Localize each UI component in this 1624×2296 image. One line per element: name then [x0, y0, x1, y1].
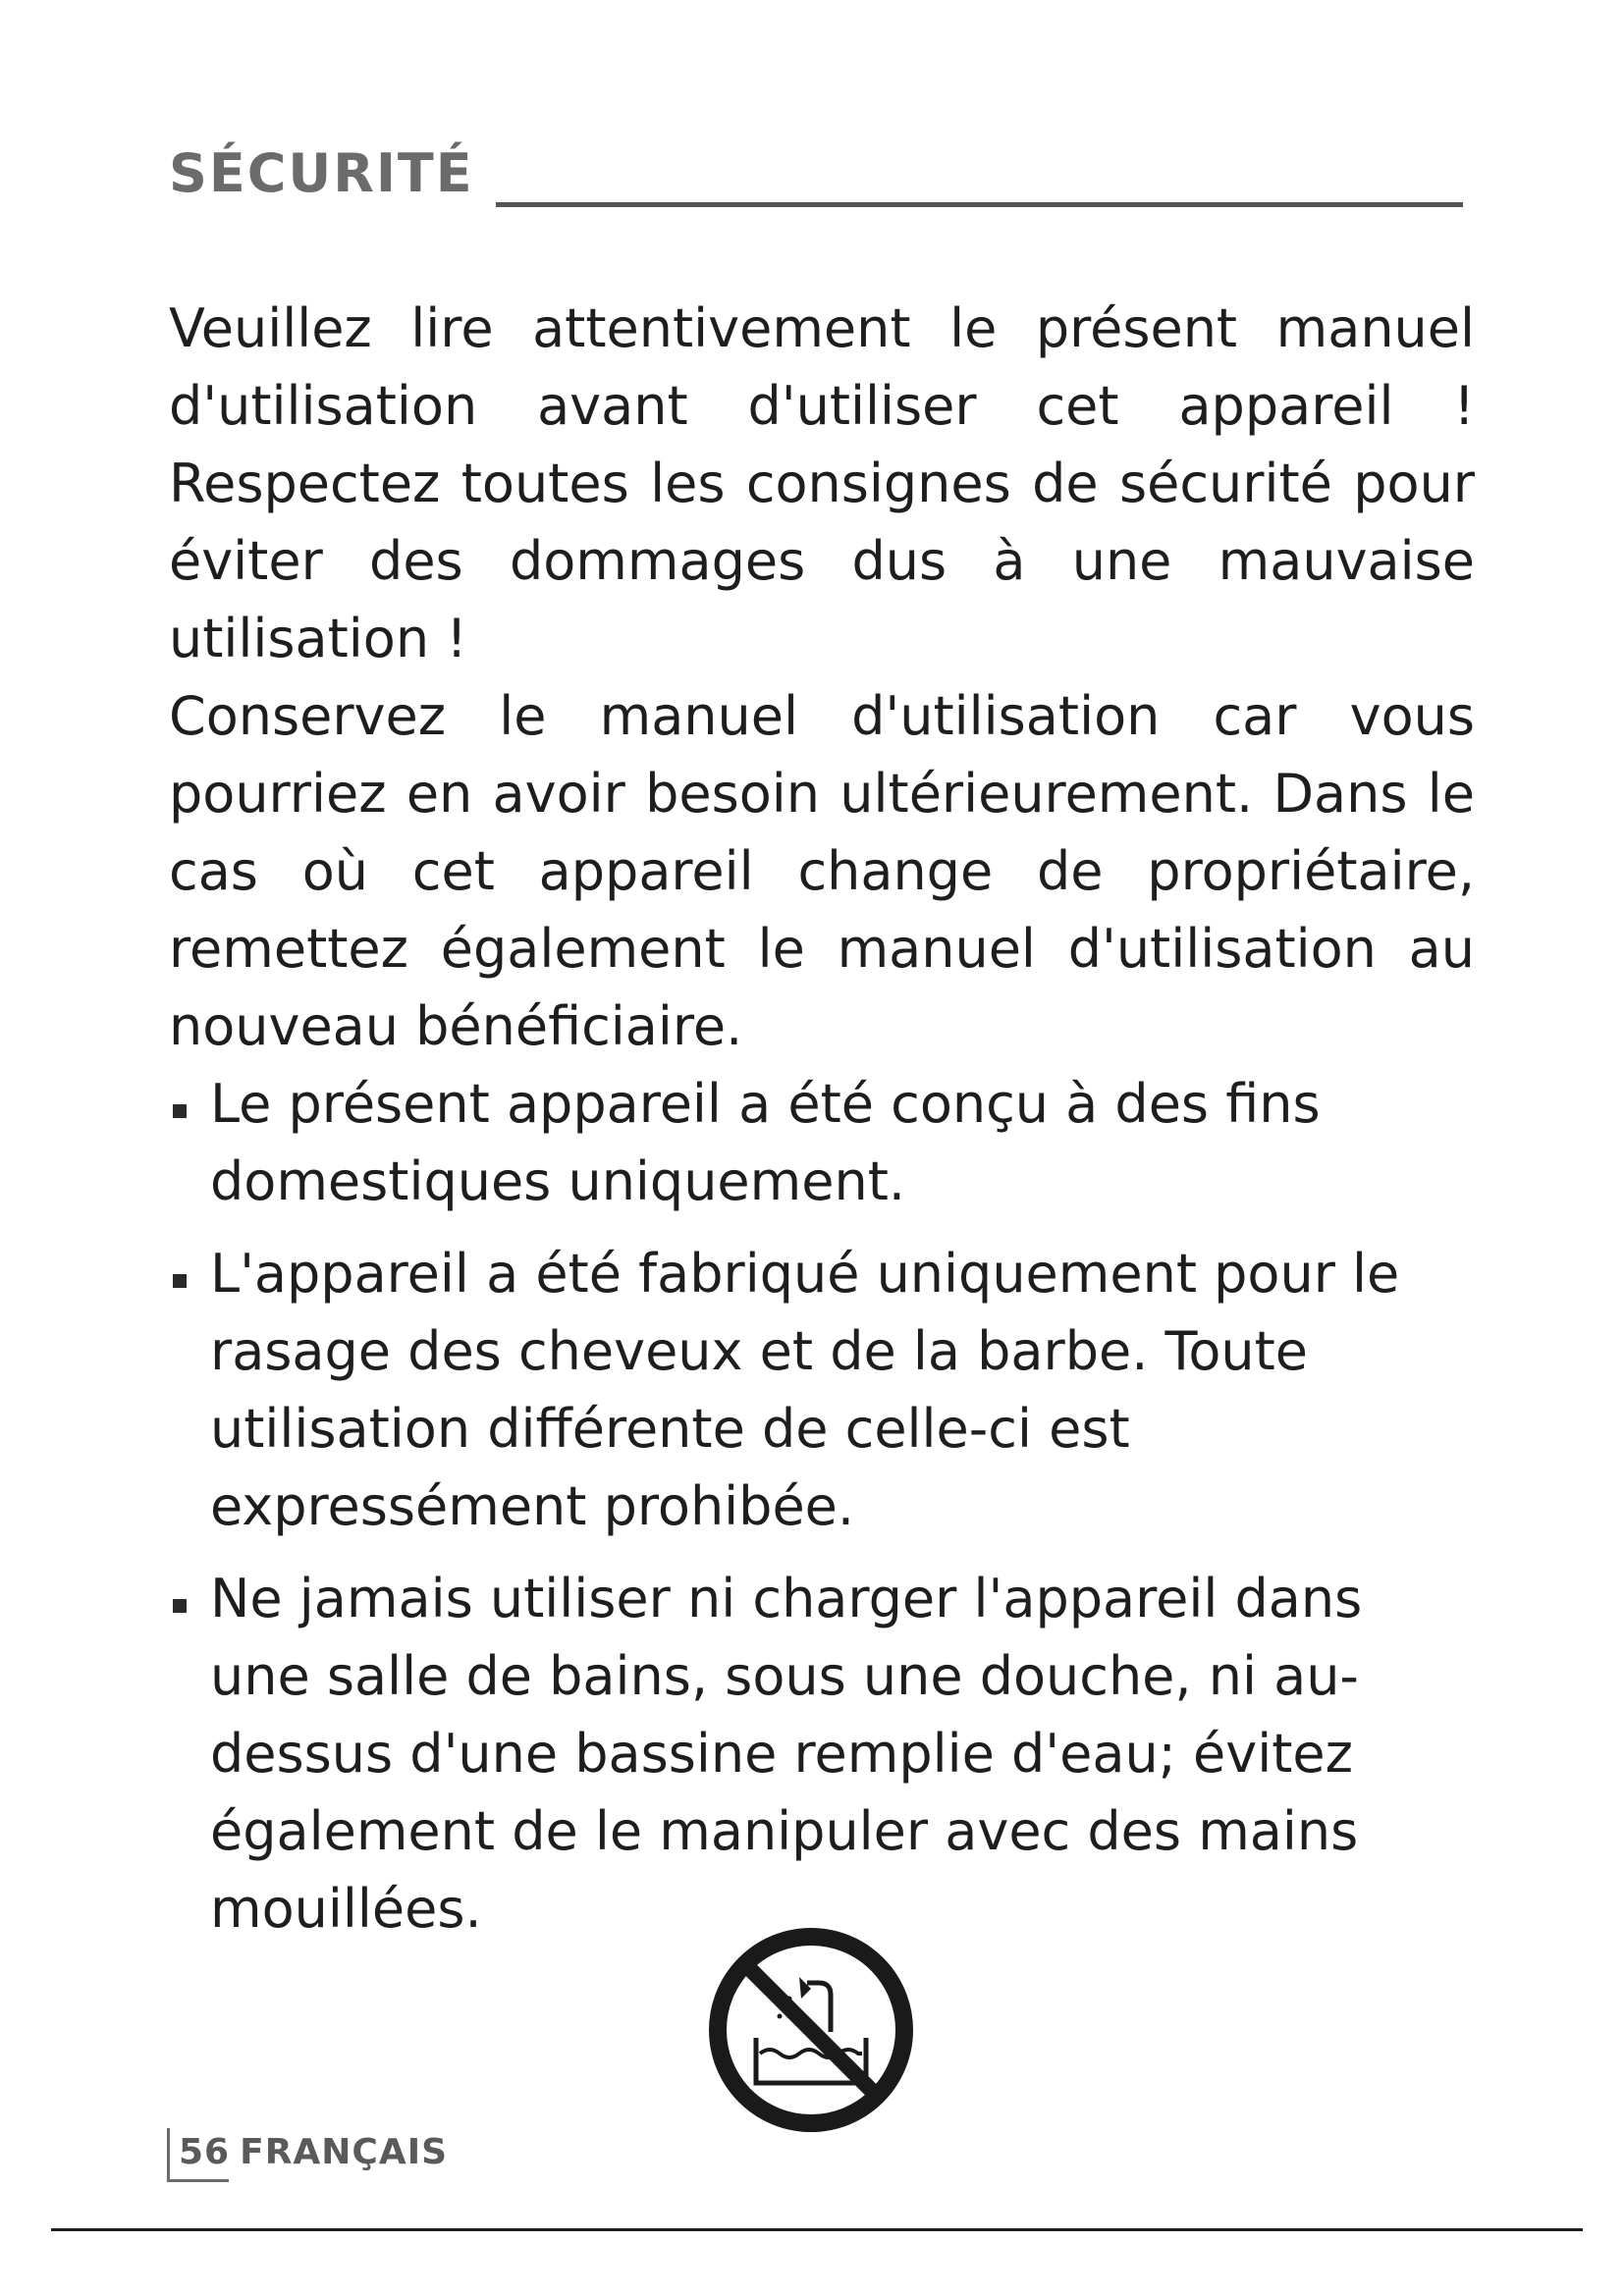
bullet-text: Le présent appareil a été conçu à des fins domestiques uniquement. [210, 1073, 1321, 1212]
intro-paragraph-2-block [169, 677, 1475, 1065]
safety-bullet-list [169, 1065, 1475, 1962]
bottom-rule [51, 2228, 1583, 2231]
square-bullet-icon [173, 1104, 187, 1118]
intro-paragraph-1: Veuillez lire attentivement le présent manuel d'utilisation avant d'utiliser cet appareil ! Respectez toutes les consignes de sécurité pour éviter des dommages dus à une mauvaise utilisation ! [169, 297, 1475, 669]
title-rule [496, 202, 1463, 207]
section-title: SÉCURITÉ [169, 142, 474, 204]
intro-paragraph-1-block [169, 290, 1475, 677]
bullet-text: Ne jamais utiliser ni charger l'appareil dans une salle de bains, sous une douche, ni au-dessus d'une bassine remplie d'eau; évitez également de le manipuler avec des mains mouillées. [210, 1568, 1363, 1940]
bullet-item [169, 1560, 1475, 1948]
footer-language: FRANÇAIS [240, 2132, 449, 2172]
square-bullet-icon [173, 1599, 187, 1613]
intro-paragraph-2: Conservez le manuel d'utilisation car vous pourriez en avoir besoin ultérieurement. Dans le cas où cet appareil change de propriétaire, remettez également le manuel d'utilisation au nouveau bénéficiaire. [169, 685, 1475, 1057]
square-bullet-icon [173, 1274, 187, 1288]
no-bathing-prohibition-icon [705, 1924, 917, 2136]
page-footer [179, 2132, 448, 2172]
bullet-text: L'appareil a été fabriqué uniquement pour le rasage des cheveux et de la barbe. Toute utilisation différente de celle-ci est expressément prohibée. [210, 1243, 1400, 1537]
bullet-item [169, 1065, 1475, 1220]
bullet-item [169, 1235, 1475, 1545]
page-number: 56 [179, 2132, 231, 2172]
